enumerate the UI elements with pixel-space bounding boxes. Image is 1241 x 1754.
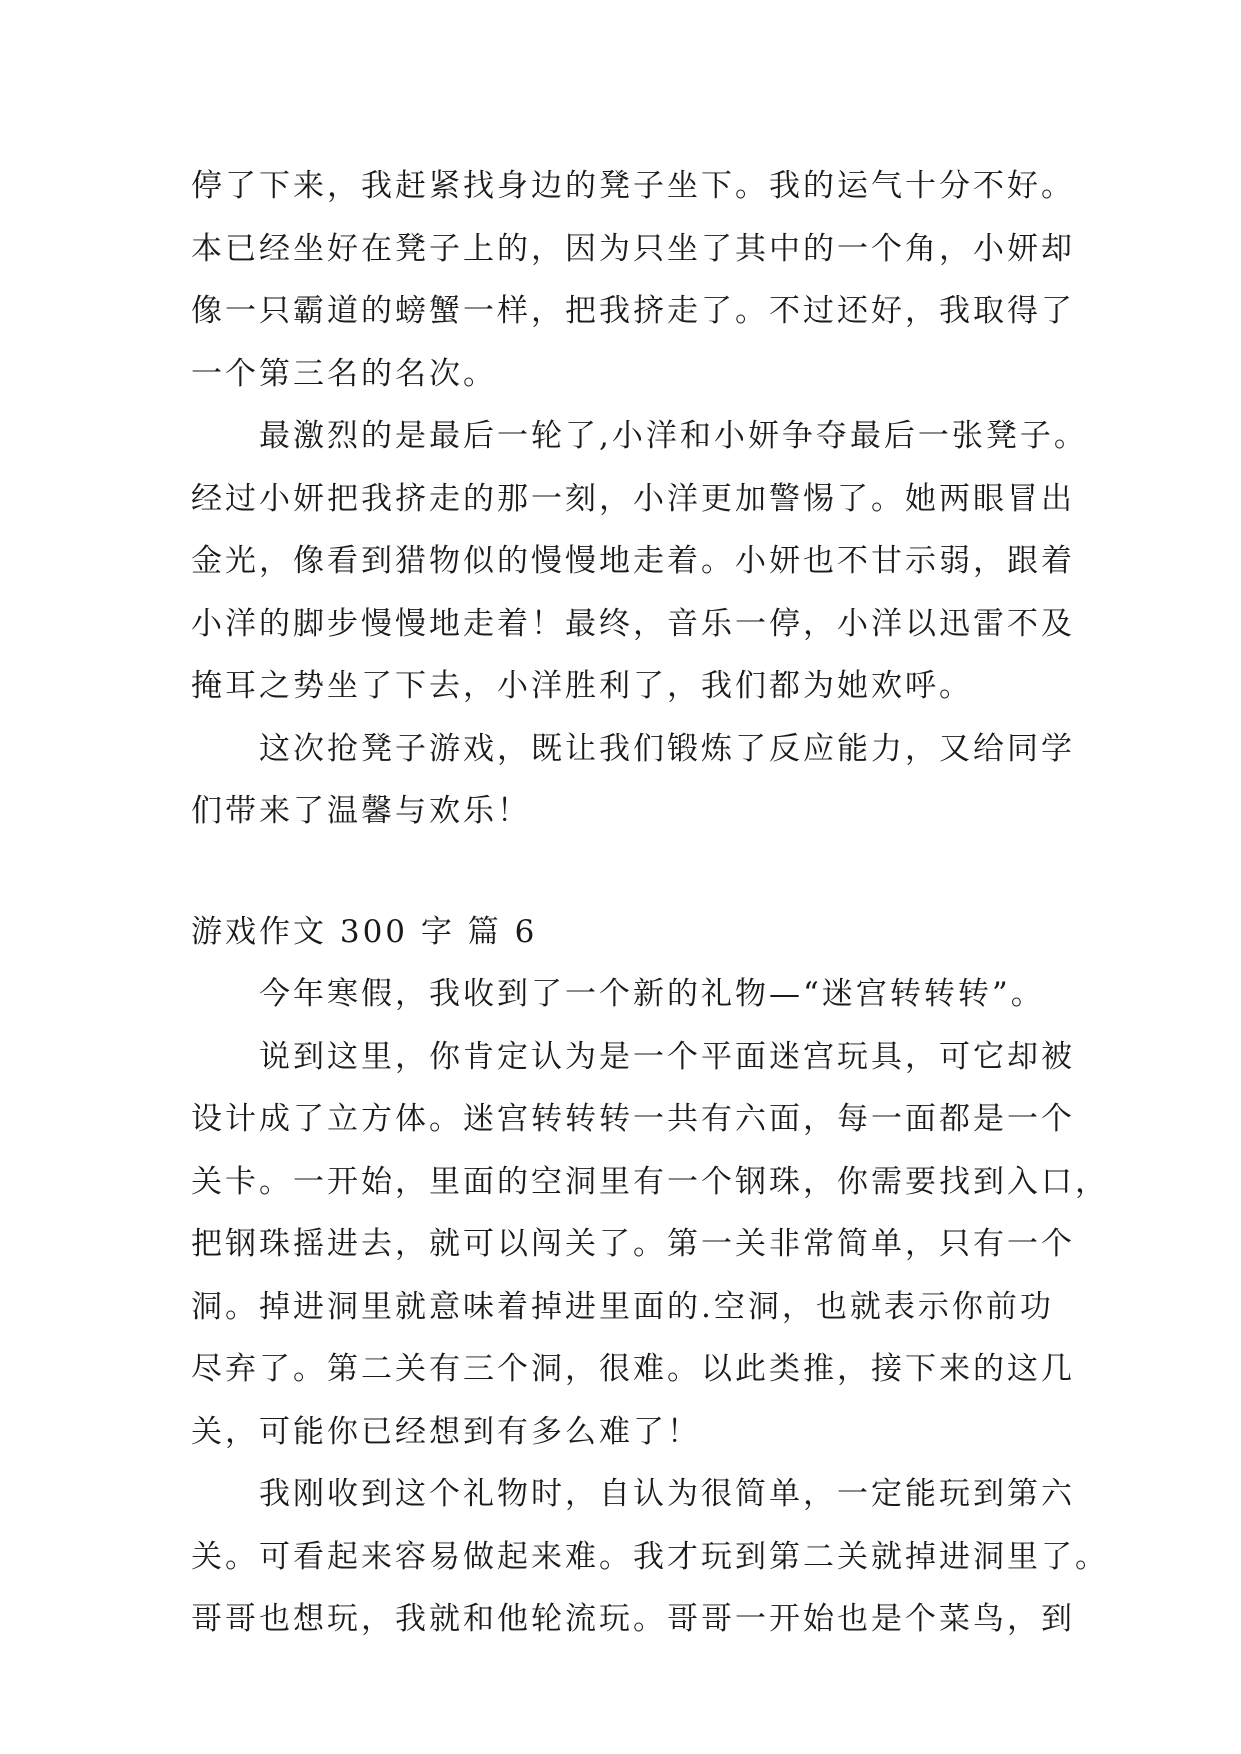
text-line: 经过小妍把我挤走的那一刻，小洋更加警惕了。她两眼冒出 [191, 480, 1075, 517]
text-line: 设计成了立方体。迷宫转转转一共有六面，每一面都是一个 [191, 1101, 1075, 1137]
text-line: 这次抢凳子游戏，既让我们锻炼了反应能力，又给同学 [259, 730, 1075, 767]
section-6-body [191, 963, 1109, 1651]
text-line: 关，可能你已经想到有多么难了！ [191, 1413, 701, 1450]
text-line: 洞。掉进洞里就意味着掉进里面的.空洞，也就表示你前功 [191, 1288, 1054, 1325]
section-5-ending [191, 155, 1088, 843]
text-line: 一个第三名的名次。 [191, 355, 497, 392]
text-line: 掩耳之势坐了下去，小洋胜利了，我们都为她欢呼。 [191, 668, 973, 704]
text-line: 金光，像看到猎物似的慢慢地走着。小妍也不甘示弱，跟着 [191, 543, 1075, 579]
text-line: 最激烈的是最后一轮了,小洋和小妍争夺最后一张凳子。 [259, 418, 1088, 454]
document-page [191, 155, 1109, 1651]
text-line: 说到这里，你肯定认为是一个平面迷宫玩具，可它却被 [259, 1038, 1075, 1075]
text-line: 我刚收到这个礼物时，自认为很简单，一定能玩到第六 [259, 1476, 1075, 1512]
text-line: 今年寒假，我收到了一个新的礼物—“迷宫转转转”。 [259, 976, 1045, 1012]
text-line: 小洋的脚步慢慢地走着！最终，音乐一停，小洋以迅雷不及 [191, 605, 1075, 642]
text-line: 关。可看起来容易做起来难。我才玩到第二关就掉进洞里了。 [191, 1538, 1109, 1575]
text-line: 们带来了温馨与欢乐！ [191, 793, 531, 829]
text-line: 哥哥也想玩，我就和他轮流玩。哥哥一开始也是个菜鸟，到 [191, 1601, 1075, 1637]
text-line: 停了下来，我赶紧找身边的凳子坐下。我的运气十分不好。 [191, 168, 1075, 204]
text-line: 把钢珠摇进去，就可以闯关了。第一关非常简单，只有一个 [191, 1226, 1075, 1262]
text-line: 本已经坐好在凳子上的，因为只坐了其中的一个角，小妍却 [191, 230, 1075, 267]
text-line: 尽弃了。第二关有三个洞，很难。以此类推，接下来的这几 [191, 1351, 1075, 1387]
section-title: 游戏作文 300 字 篇 6 [191, 913, 538, 950]
text-line: 像一只霸道的螃蟹一样，把我挤走了。不过还好，我取得了 [191, 293, 1075, 329]
text-line: 关卡。一开始，里面的空洞里有一个钢珠，你需要找到入口， [191, 1163, 1109, 1200]
